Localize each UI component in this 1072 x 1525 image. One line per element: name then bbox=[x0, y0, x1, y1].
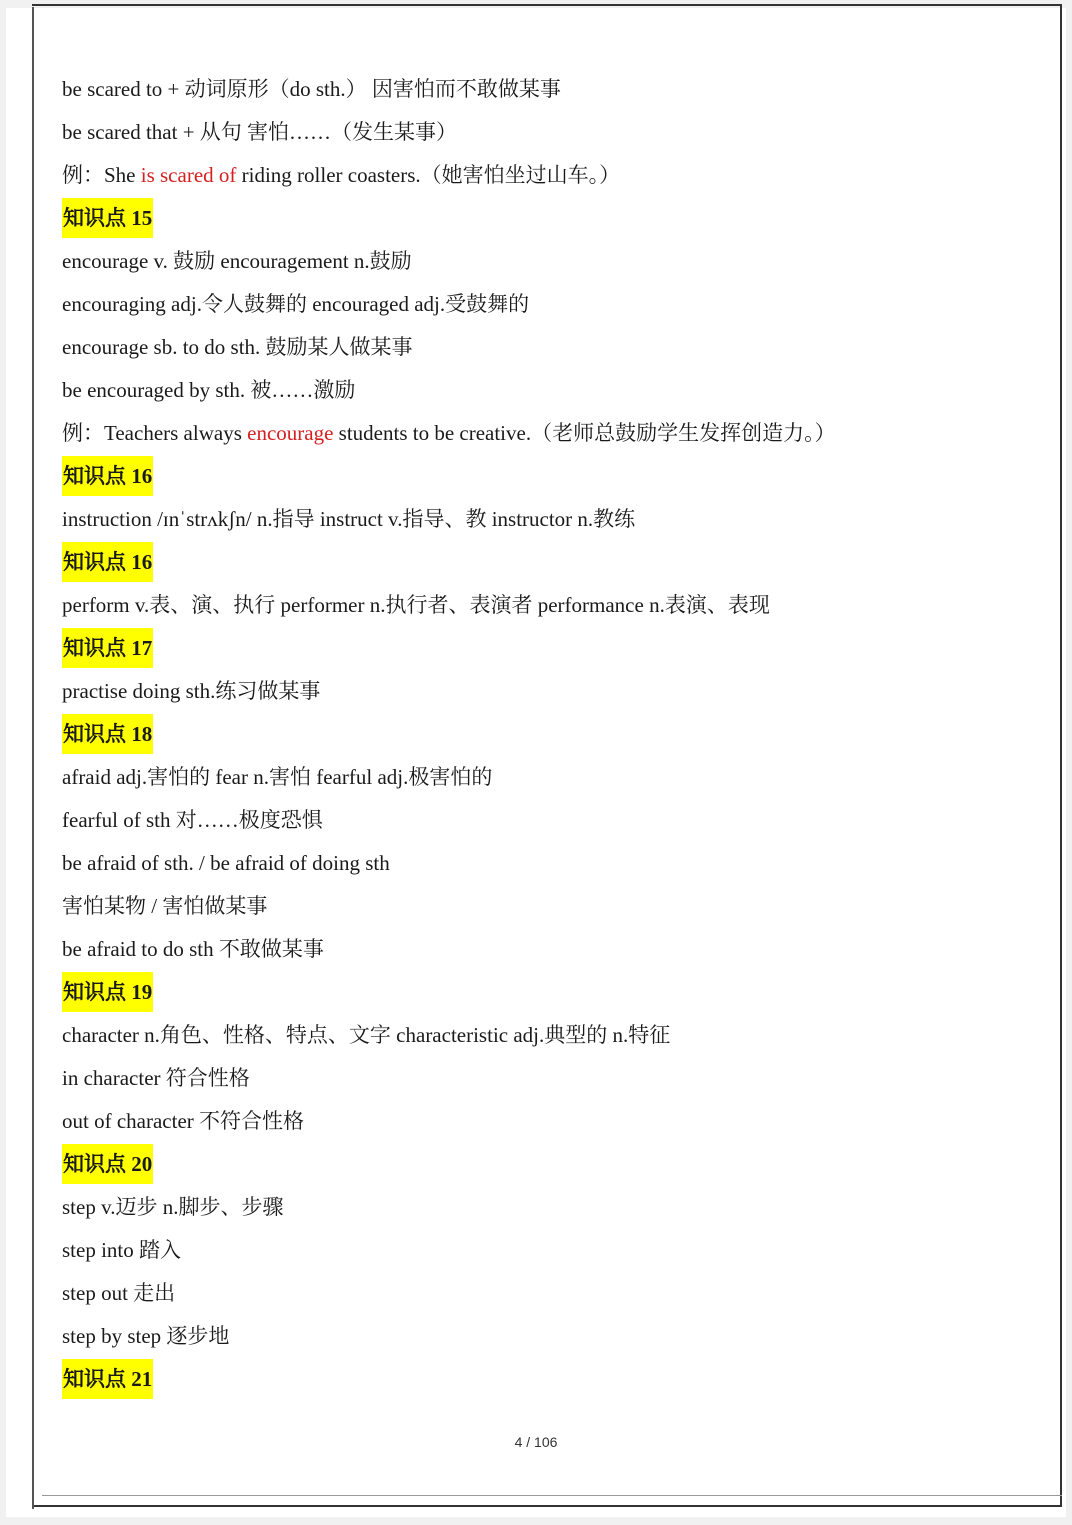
section-heading: 知识点 16 bbox=[62, 456, 153, 496]
section-heading-row bbox=[62, 627, 1042, 670]
text-line bbox=[62, 412, 1042, 455]
text-line bbox=[62, 928, 1042, 971]
text-segment: 例：She bbox=[62, 163, 141, 187]
text-line bbox=[62, 498, 1042, 541]
text-line bbox=[62, 842, 1042, 885]
text-line bbox=[62, 326, 1042, 369]
text-segment: fearful of sth 对……极度恐惧 bbox=[62, 808, 323, 832]
text-line bbox=[62, 885, 1042, 928]
text-segment: perform v.表、演、执行 performer n.执行者、表演者 performance n.表演、表现 bbox=[62, 593, 770, 617]
text-segment: step by step 逐步地 bbox=[62, 1324, 230, 1348]
text-line bbox=[62, 799, 1042, 842]
section-heading: 知识点 18 bbox=[62, 714, 153, 754]
section-heading: 知识点 16 bbox=[62, 542, 153, 582]
text-segment: students to be creative.（老师总鼓励学生发挥创造力。） bbox=[333, 421, 836, 445]
highlighted-phrase: is scared of bbox=[140, 163, 237, 187]
text-line bbox=[62, 1315, 1042, 1358]
section-heading-row bbox=[62, 971, 1042, 1014]
text-line bbox=[62, 1057, 1042, 1100]
section-heading: 知识点 15 bbox=[62, 198, 153, 238]
text-line bbox=[62, 670, 1042, 713]
text-line bbox=[62, 756, 1042, 799]
text-segment: character n.角色、性格、特点、文字 characteristic adj.典型的 n.特征 bbox=[62, 1023, 671, 1047]
text-line bbox=[62, 154, 1042, 197]
text-segment: instruction /ɪnˈstrʌkʃn/ n.指导 instruct v.指导、教 instructor n.教练 bbox=[62, 507, 636, 531]
text-line bbox=[62, 68, 1042, 111]
text-segment: be encouraged by sth. 被……激励 bbox=[62, 378, 356, 402]
text-segment: step into 踏入 bbox=[62, 1238, 181, 1262]
text-segment: be afraid of sth. / be afraid of doing sth bbox=[62, 851, 390, 875]
section-heading-row bbox=[62, 713, 1042, 756]
text-line bbox=[62, 111, 1042, 154]
text-segment: practise doing sth.练习做某事 bbox=[62, 679, 321, 703]
page-number: 4 / 106 bbox=[514, 1434, 558, 1450]
text-line bbox=[62, 1100, 1042, 1143]
text-line bbox=[62, 369, 1042, 412]
text-segment: out of character 不符合性格 bbox=[62, 1109, 305, 1133]
text-line bbox=[62, 240, 1042, 283]
text-line bbox=[62, 1186, 1042, 1229]
text-segment: 例：Teachers always bbox=[62, 421, 248, 445]
text-line bbox=[62, 584, 1042, 627]
text-segment: be afraid to do sth 不敢做某事 bbox=[62, 937, 324, 961]
text-line bbox=[62, 1272, 1042, 1315]
text-segment: riding roller coasters.（她害怕坐过山车。） bbox=[236, 163, 621, 187]
section-heading-row bbox=[62, 1143, 1042, 1186]
text-segment: 害怕某物 / 害怕做某事 bbox=[62, 894, 268, 918]
text-line bbox=[62, 283, 1042, 326]
text-segment: be scared to + 动词原形（do sth.） 因害怕而不敢做某事 bbox=[62, 77, 561, 101]
section-heading-row bbox=[62, 455, 1042, 498]
text-segment: afraid adj.害怕的 fear n.害怕 fearful adj.极害怕的 bbox=[62, 765, 493, 789]
text-line bbox=[62, 1229, 1042, 1272]
text-segment: encourage v. 鼓励 encouragement n.鼓励 bbox=[62, 249, 412, 273]
section-heading: 知识点 17 bbox=[62, 628, 153, 668]
document-content bbox=[62, 68, 1042, 1401]
page-border-left bbox=[32, 7, 34, 1509]
section-heading: 知识点 20 bbox=[62, 1144, 153, 1184]
section-heading-row bbox=[62, 1358, 1042, 1401]
section-heading: 知识点 21 bbox=[62, 1359, 153, 1399]
text-segment: encouraging adj.令人鼓舞的 encouraged adj.受鼓舞的 bbox=[62, 292, 530, 316]
section-heading-row bbox=[62, 541, 1042, 584]
text-segment: step v.迈步 n.脚步、步骤 bbox=[62, 1195, 284, 1219]
text-segment: in character 符合性格 bbox=[62, 1066, 250, 1090]
section-heading-row bbox=[62, 197, 1042, 240]
text-segment: be scared that + 从句 害怕……（发生某事） bbox=[62, 120, 458, 144]
text-line bbox=[62, 1014, 1042, 1057]
page-border-bottom-inner bbox=[42, 1495, 1062, 1496]
text-segment: encourage sb. to do sth. 鼓励某人做某事 bbox=[62, 335, 413, 359]
section-heading: 知识点 19 bbox=[62, 972, 153, 1012]
highlighted-phrase: encourage bbox=[247, 421, 334, 445]
text-segment: step out 走出 bbox=[62, 1281, 176, 1305]
